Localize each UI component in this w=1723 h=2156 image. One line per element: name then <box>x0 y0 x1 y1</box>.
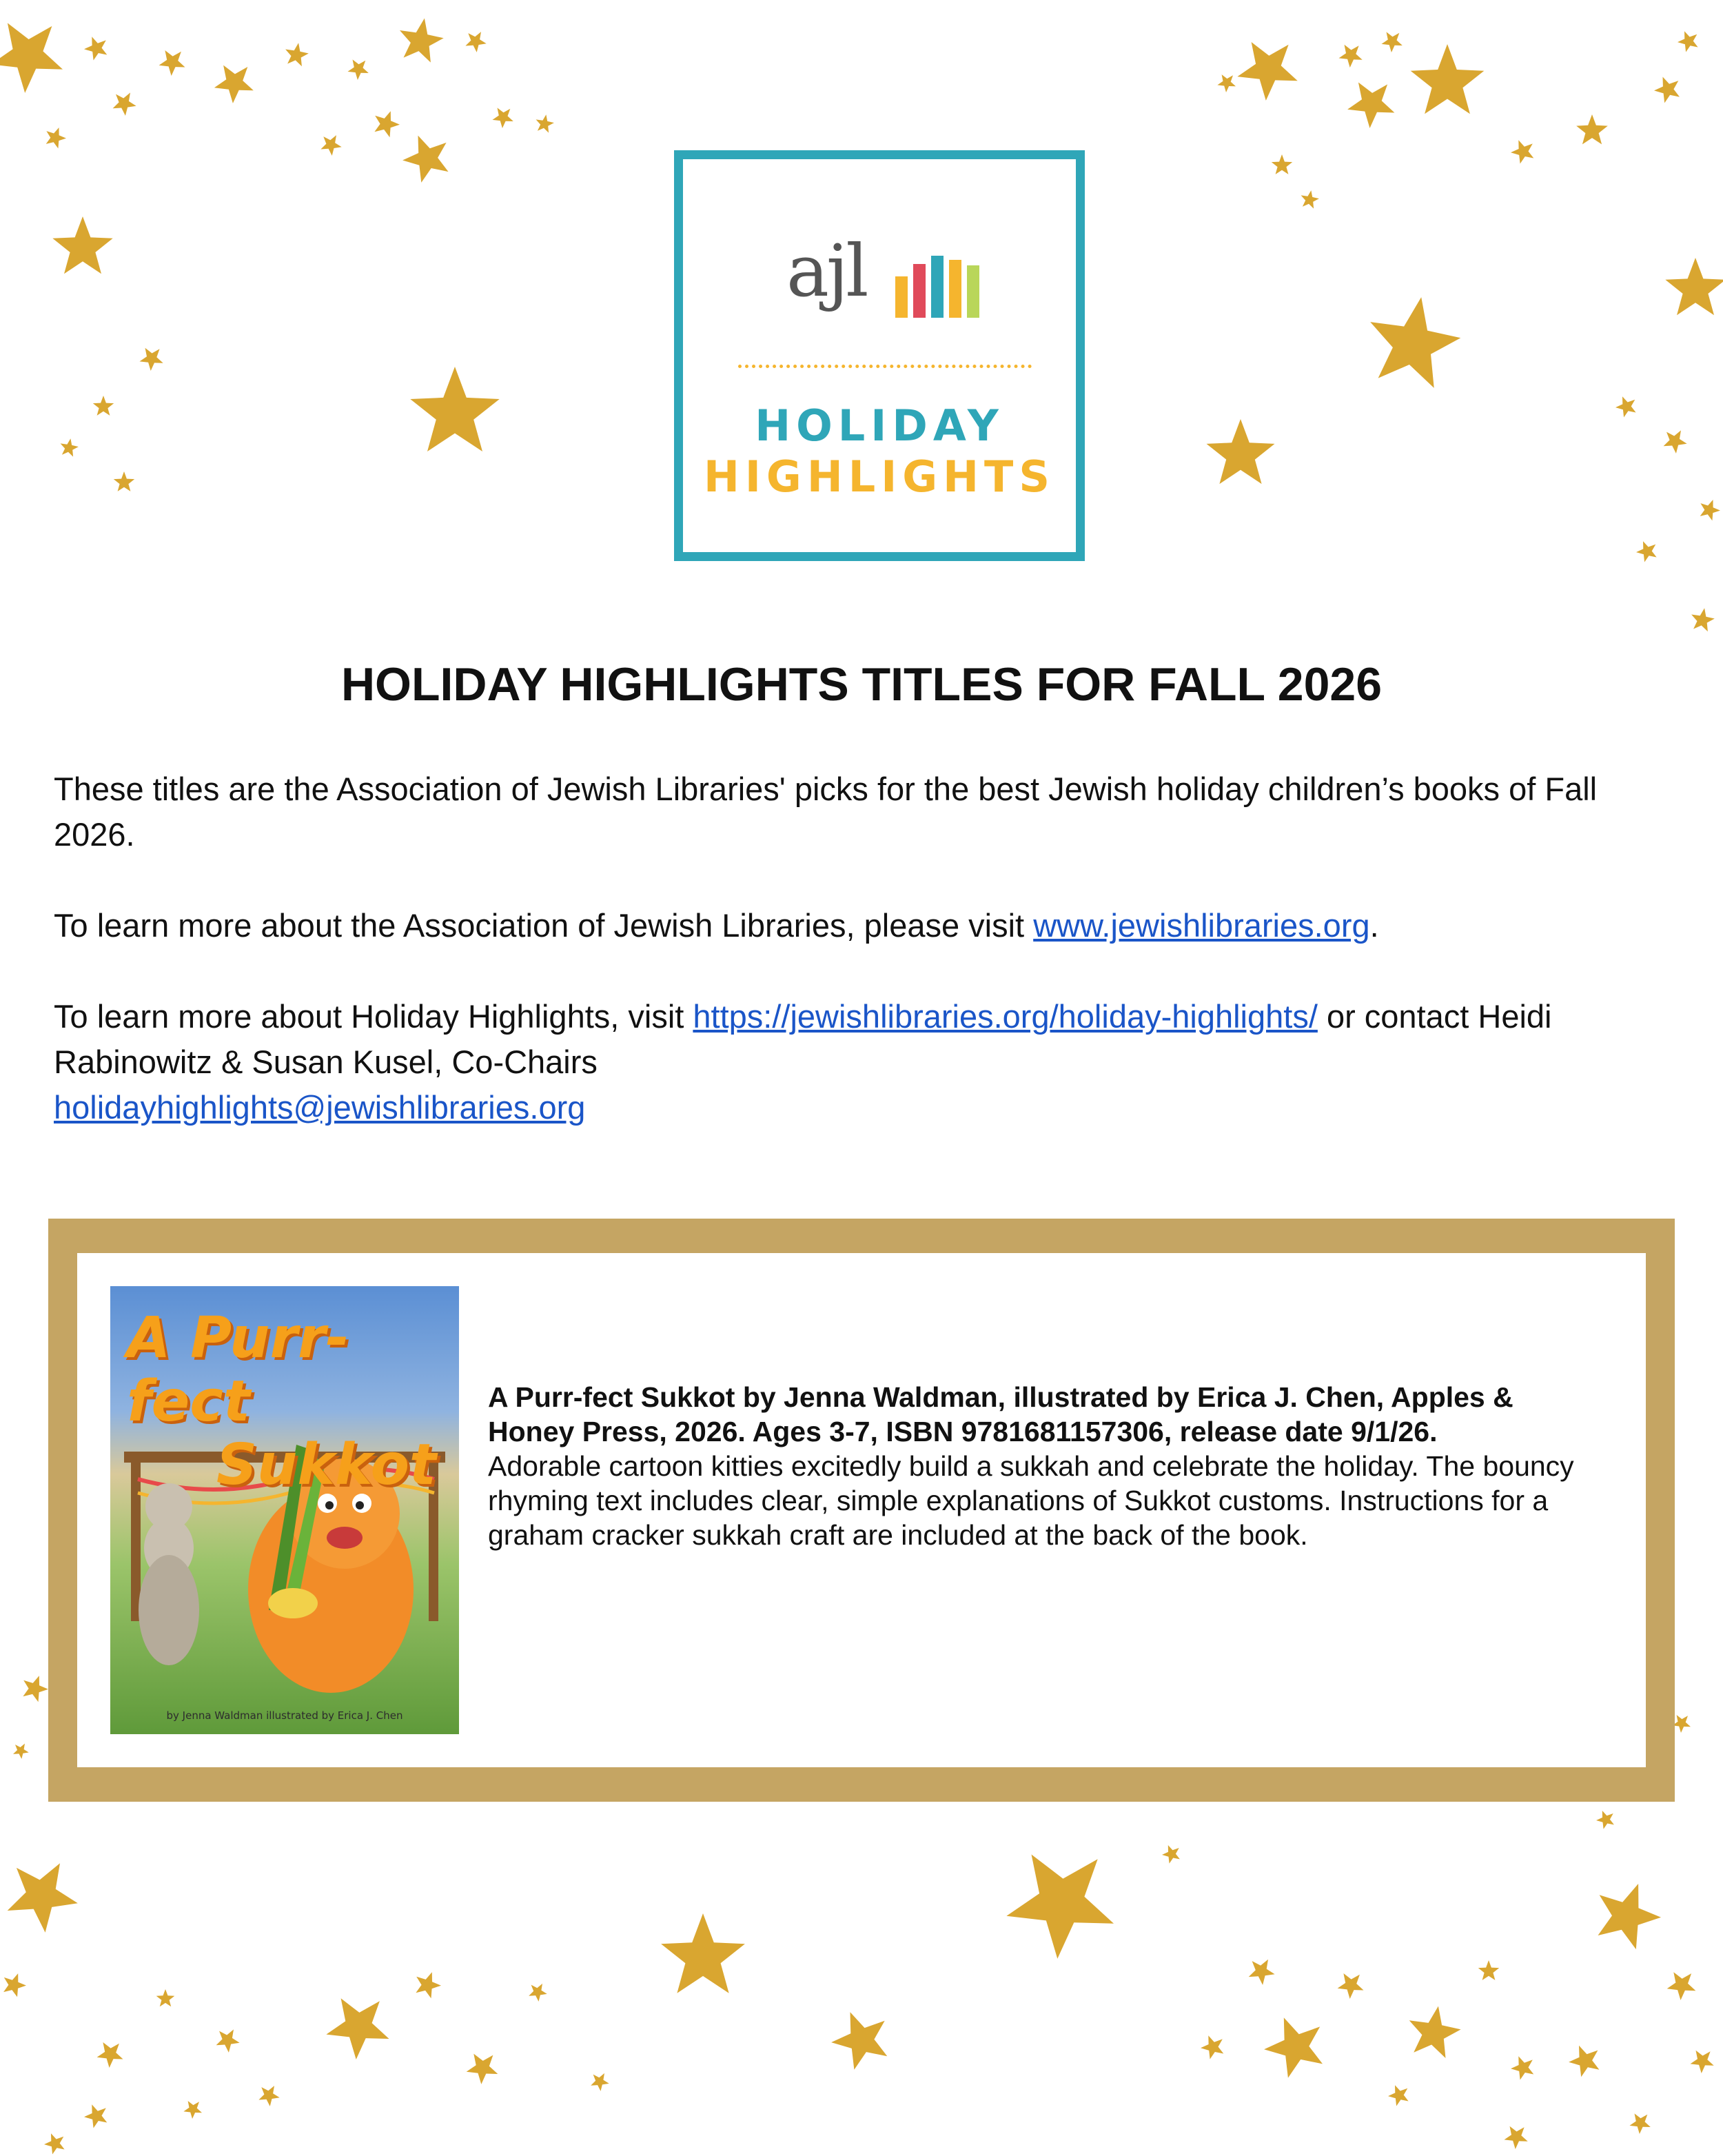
gold-star-icon <box>1162 1845 1180 1864</box>
gold-star-icon <box>0 23 63 92</box>
gold-star-icon <box>1615 396 1636 417</box>
gold-star-icon <box>46 128 66 148</box>
gold-star-icon <box>1382 32 1403 52</box>
book-card-inner <box>77 1253 1646 1767</box>
cover-title-line2: Sukkot <box>216 1432 437 1498</box>
gold-star-icon <box>1664 430 1687 454</box>
book-description <box>488 1380 1604 1552</box>
gold-star-icon <box>493 108 513 128</box>
gold-star-icon <box>23 1676 48 1702</box>
intro-section <box>54 766 1666 1176</box>
gold-star-icon <box>326 1998 389 2060</box>
gold-star-icon <box>140 348 163 371</box>
gold-star-icon <box>258 2086 279 2106</box>
cover-title <box>127 1307 451 1497</box>
logo-dotted-divider <box>738 365 1032 368</box>
visit-text: To learn more about the Association of Jewish Libraries, please visit <box>54 907 1034 944</box>
contact-suffix: or contact Heidi Rabinowitz & Susan Kusel, Co-Chairs <box>54 998 1552 1080</box>
logo-highlights-text: HIGHLIGHTS <box>703 451 1056 502</box>
gold-star-icon <box>591 2073 609 2091</box>
logo-holiday-text: HOLIDAY <box>755 400 1004 451</box>
gold-star-icon <box>1654 77 1680 103</box>
gold-star-icon <box>1511 140 1533 163</box>
gold-star-icon <box>400 19 444 63</box>
gold-star-icon <box>84 37 107 60</box>
gold-star-icon <box>1569 2046 1599 2077</box>
gold-star-icon <box>93 396 114 416</box>
gold-star-icon <box>1370 297 1460 388</box>
ajl-brand-text: ajl <box>786 229 866 313</box>
gold-star-icon <box>402 136 448 183</box>
gold-star-icon <box>1667 1972 1696 2000</box>
gold-star-icon <box>159 50 185 76</box>
gold-star-icon <box>183 2101 202 2119</box>
gold-star-icon <box>1272 154 1292 174</box>
gold-star-icon <box>1338 1973 1364 1999</box>
gold-star-icon <box>529 1984 547 2002</box>
page-title: HOLIDAY HIGHLIGHTS TITLES FOR FALL 2026 <box>340 658 1383 711</box>
gold-star-icon <box>348 59 369 80</box>
contact-text: To learn more about Holiday Highlights, visit <box>54 998 693 1035</box>
ajl-website-link[interactable]: www.jewishlibraries.org <box>1033 907 1370 944</box>
gold-star-icon <box>97 2042 123 2068</box>
gold-star-icon <box>1672 1715 1691 1733</box>
gold-star-icon <box>1598 1884 1662 1949</box>
gold-star-icon <box>1207 419 1275 484</box>
gold-star-icon <box>1237 42 1297 101</box>
gold-star-icon <box>52 216 112 274</box>
gold-star-icon <box>1691 608 1715 631</box>
gold-star-icon <box>1409 2006 1461 2058</box>
gold-star-icon <box>1505 2126 1528 2149</box>
gold-star-icon <box>3 1973 26 1997</box>
gold-star-icon <box>1347 83 1394 128</box>
gold-star-icon <box>84 2104 107 2128</box>
gold-star-icon <box>1339 45 1363 68</box>
book-bars-icon <box>895 254 985 318</box>
gold-star-icon <box>416 1972 441 1998</box>
visit-paragraph <box>54 903 1666 948</box>
book-citation: A Purr-fect Sukkot by Jenna Waldman, illustrated by Erica J. Chen, Apples & Honey Press, 2026. Ages 3-7, ISBN 9781681157306, release date 9/1/26. <box>488 1381 1513 1447</box>
gold-star-icon <box>410 367 499 451</box>
holiday-highlights-link[interactable]: https://jewishlibraries.org/holiday-highlights/ <box>693 998 1318 1035</box>
gold-star-icon <box>214 65 254 103</box>
visit-suffix: . <box>1369 907 1379 944</box>
gold-star-icon <box>320 135 341 156</box>
gold-star-icon <box>1201 2035 1223 2059</box>
gold-star-icon <box>216 2029 240 2053</box>
gold-star-icon <box>61 438 79 456</box>
book-card <box>48 1219 1675 1802</box>
gold-star-icon <box>13 1744 29 1759</box>
contact-paragraph <box>54 994 1666 1130</box>
gold-star-icon <box>114 471 134 491</box>
gold-star-icon <box>374 111 400 137</box>
gold-star-icon <box>285 43 309 66</box>
gold-star-icon <box>1636 541 1657 562</box>
gold-star-icon <box>113 92 136 116</box>
gold-star-icon <box>1691 2051 1714 2073</box>
gold-star-icon <box>661 1913 745 1993</box>
gold-star-icon <box>1411 44 1485 114</box>
gold-star-icon <box>8 1863 78 1933</box>
gold-star-icon <box>1217 74 1236 92</box>
gold-star-icon <box>156 1989 175 2006</box>
cover-title-line1: A Purr-fect <box>127 1305 349 1434</box>
gold-star-icon <box>1596 1811 1614 1829</box>
gold-star-icon <box>1264 2017 1323 2077</box>
book-cover-image <box>110 1286 459 1734</box>
gold-star-icon <box>1678 31 1698 52</box>
gold-star-icon <box>465 32 486 52</box>
gold-star-icon <box>536 114 554 132</box>
gold-star-icon <box>1249 1960 1275 1985</box>
intro-paragraph: These titles are the Association of Jewish Libraries' picks for the best Jewish holiday children’s books of Fall 2026. <box>54 771 1598 853</box>
gold-star-icon <box>1700 500 1720 520</box>
gold-star-icon <box>1576 114 1608 144</box>
email-link[interactable]: holidayhighlights@jewishlibraries.org <box>54 1089 586 1126</box>
gold-star-icon <box>1006 1855 1114 1959</box>
gold-star-icon <box>1388 2085 1409 2106</box>
gold-star-icon <box>1511 2056 1533 2079</box>
gold-star-icon <box>1301 190 1319 208</box>
gold-star-icon <box>467 2054 498 2084</box>
cover-byline: by Jenna Waldman illustrated by Erica J. Chen <box>166 1709 403 1722</box>
gold-star-icon <box>1665 258 1723 315</box>
gold-star-icon <box>44 2133 65 2154</box>
gold-star-icon <box>1478 1960 1499 1980</box>
ajl-holiday-highlights-logo <box>674 150 1085 561</box>
gold-star-icon <box>831 2012 887 2070</box>
gold-star-icon <box>1630 2113 1651 2134</box>
book-summary: Adorable cartoon kitties excitedly build a sukkah and celebrate the holiday. The bouncy rhyming text includes clear, simple explanations of Sukkot customs. Instructions for a graham cracker sukkah craft are included at the back of the book. <box>488 1450 1574 1551</box>
